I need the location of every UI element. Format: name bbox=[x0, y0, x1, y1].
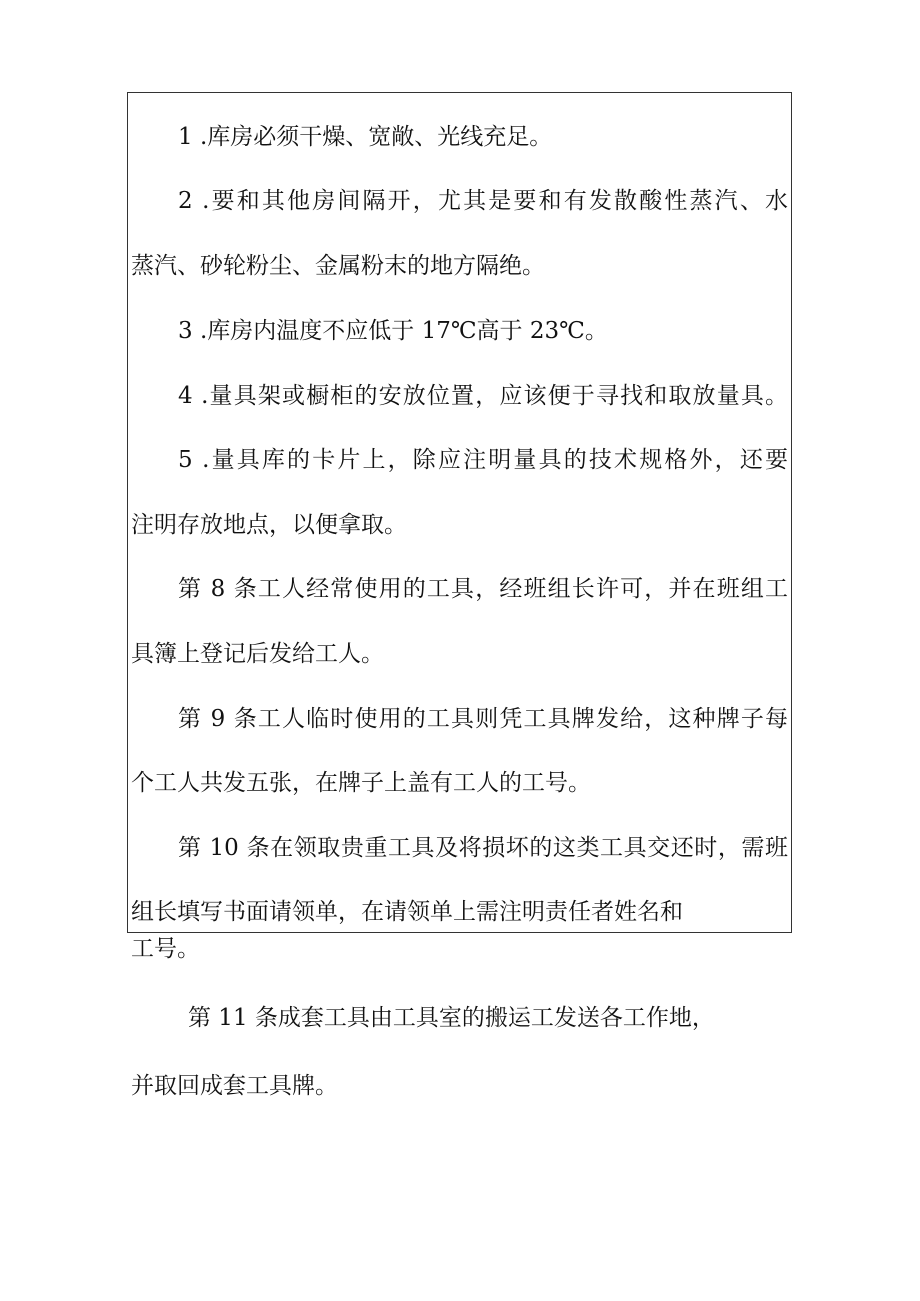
item-3-line: 3 .库房内温度不应低于 17℃高于 23℃。 bbox=[178, 318, 608, 344]
article-10-line-2: 组长填写书面请领单，在请领单上需注明责任者姓名和 bbox=[131, 899, 683, 925]
item-5-line-1: 5 .量具库的卡片上，除应注明量具的技术规格外，还要 bbox=[178, 447, 788, 473]
article-10-line-1: 第 10 条在领取贵重工具及将损坏的这类工具交还时，需班 bbox=[178, 835, 788, 861]
article-9-line-2: 个工人共发五张，在牌子上盖有工人的工号。 bbox=[131, 770, 591, 796]
item-2-line-2: 蒸汽、砂轮粉尘、金属粉末的地方隔绝。 bbox=[131, 253, 545, 279]
article-8-line-2: 具簿上登记后发给工人。 bbox=[131, 641, 384, 667]
article-11-line-2: 并取回成套工具牌。 bbox=[131, 1073, 338, 1099]
item-2-line-1: 2 .要和其他房间隔开，尤其是要和有发散酸性蒸汽、水 bbox=[178, 188, 788, 214]
item-5-line-2: 注明存放地点，以便拿取。 bbox=[131, 512, 407, 538]
article-11-line-1: 第 11 条成套工具由工具室的搬运工发送各工作地， bbox=[188, 1005, 715, 1031]
article-9-line-1: 第 9 条工人临时使用的工具则凭工具牌发给，这种牌子每 bbox=[178, 706, 788, 732]
article-10-line-3: 工号。 bbox=[131, 936, 200, 962]
item-4-line: 4 .量具架或橱柜的安放位置，应该便于寻找和取放量具。 bbox=[178, 383, 788, 409]
article-8-line-1: 第 8 条工人经常使用的工具，经班组长许可，并在班组工 bbox=[178, 576, 788, 602]
item-1-line: 1 .库房必须干燥、宽敞、光线充足。 bbox=[178, 124, 553, 150]
